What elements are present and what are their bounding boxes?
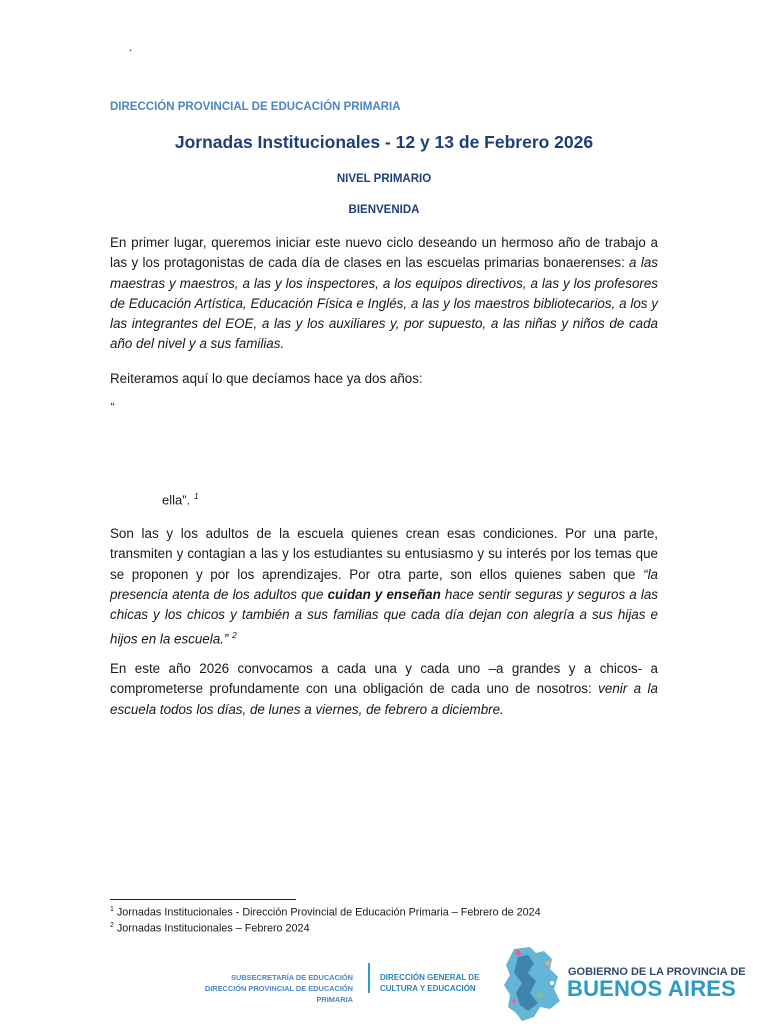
footnote-2-number: 2 xyxy=(110,922,114,929)
government-line2: BUENOS AIRES xyxy=(567,976,737,1001)
footer-sub-line1: SUBSECRETARÍA DE EDUCACIÓN xyxy=(231,973,353,982)
footer-subsecretaria xyxy=(170,972,353,1005)
footnote-divider xyxy=(110,899,296,900)
2026-emphasis: venir a la escuela todos los días, de lunes a viernes, de febrero a diciembre. xyxy=(110,681,658,717)
footnote-2-text: Jornadas Institucionales – Febrero 2024 xyxy=(113,922,310,935)
footer-dg-line2: CULTURA Y EDUCACIÓN xyxy=(380,984,476,993)
footnote-ref-1: 1 xyxy=(193,491,199,501)
footnote-ref-2: 2 xyxy=(232,630,237,641)
paragraph-reiterate: Reiteramos aquí lo que decíamos hace ya dos años: xyxy=(110,371,423,386)
paragraph-2026 xyxy=(110,659,658,720)
adults-quote-bold: cuidan y enseñan xyxy=(327,586,441,602)
page-title: Jornadas Institucionales - 12 y 13 de Febrero 2026 xyxy=(174,132,594,152)
department-heading: DIRECCIÓN PROVINCIAL DE EDUCACIÓN PRIMARIA xyxy=(110,101,401,113)
adults-quote-end: hace sentir seguras y seguros a las chicas y los chicos y también a sus familias que cada día dejan con alegría a sus hijas e hijos en la escuela.” xyxy=(110,586,658,647)
open-quote-mark: “ xyxy=(110,400,114,414)
footer-divider xyxy=(368,963,370,993)
footnote-1 xyxy=(110,906,541,919)
footer-direccion-general xyxy=(380,972,479,994)
intro-list: a las maestras y maestros, a las y los inspectores, a los equipos directivos, a las y los profesores de Educación Artística, Educación Física e Inglés, a las y los maestros bibliotecarios, a los y las integrantes del EOE, a las y los auxiliares y, por supuesto, a las niñas y niños de cada año del nivel y a sus familias. xyxy=(110,255,658,352)
paragraph-intro xyxy=(110,233,658,355)
welcome-heading: BIENVENIDA xyxy=(348,204,420,216)
footer-dg-line1: DIRECCIÓN GENERAL DE xyxy=(380,973,480,982)
adults-quote-start: “la presencia atenta de los adultos que xyxy=(110,566,658,602)
adults-text: Son las y los adultos de la escuela quienes crean esas condiciones. Por una parte, transmiten y contagian a las y los estudiantes su entusiasmo y su interés por los temas que se proponen y por los aprendizajes. Por otra parte, son ellos quienes saben que xyxy=(110,526,658,582)
footer-sub-line2: DIRECCIÓN PROVINCIAL DE EDUCACIÓN PRIMARIA xyxy=(204,984,353,1004)
footnote-2 xyxy=(110,922,310,935)
2026-text: En este año 2026 convocamos a cada una y cada uno –a grandes y a chicos- a comprometerse profundamente con una obligación de cada uno de nosotros: xyxy=(110,661,658,697)
paragraph-adults xyxy=(110,524,658,650)
level-heading: NIVEL PRIMARIO xyxy=(336,173,432,185)
government-line1: GOBIERNO DE LA PROVINCIA DE xyxy=(568,966,746,978)
province-map-logo-icon xyxy=(500,943,564,1023)
stray-dot: . xyxy=(129,40,133,54)
footnote-1-text: Jornadas Institucionales - Dirección Provincial de Educación Primaria – Febrero de 2024 xyxy=(113,906,541,919)
quote-close xyxy=(162,491,199,507)
intro-text: En primer lugar, queremos iniciar este nuevo ciclo deseando un hermoso año de trabajo a las y los protagonistas de cada día de clases en las escuelas primarias bonaerenses: xyxy=(110,235,658,271)
quote-close-text: ella”. xyxy=(162,492,191,508)
footnote-1-number: 1 xyxy=(110,906,114,913)
